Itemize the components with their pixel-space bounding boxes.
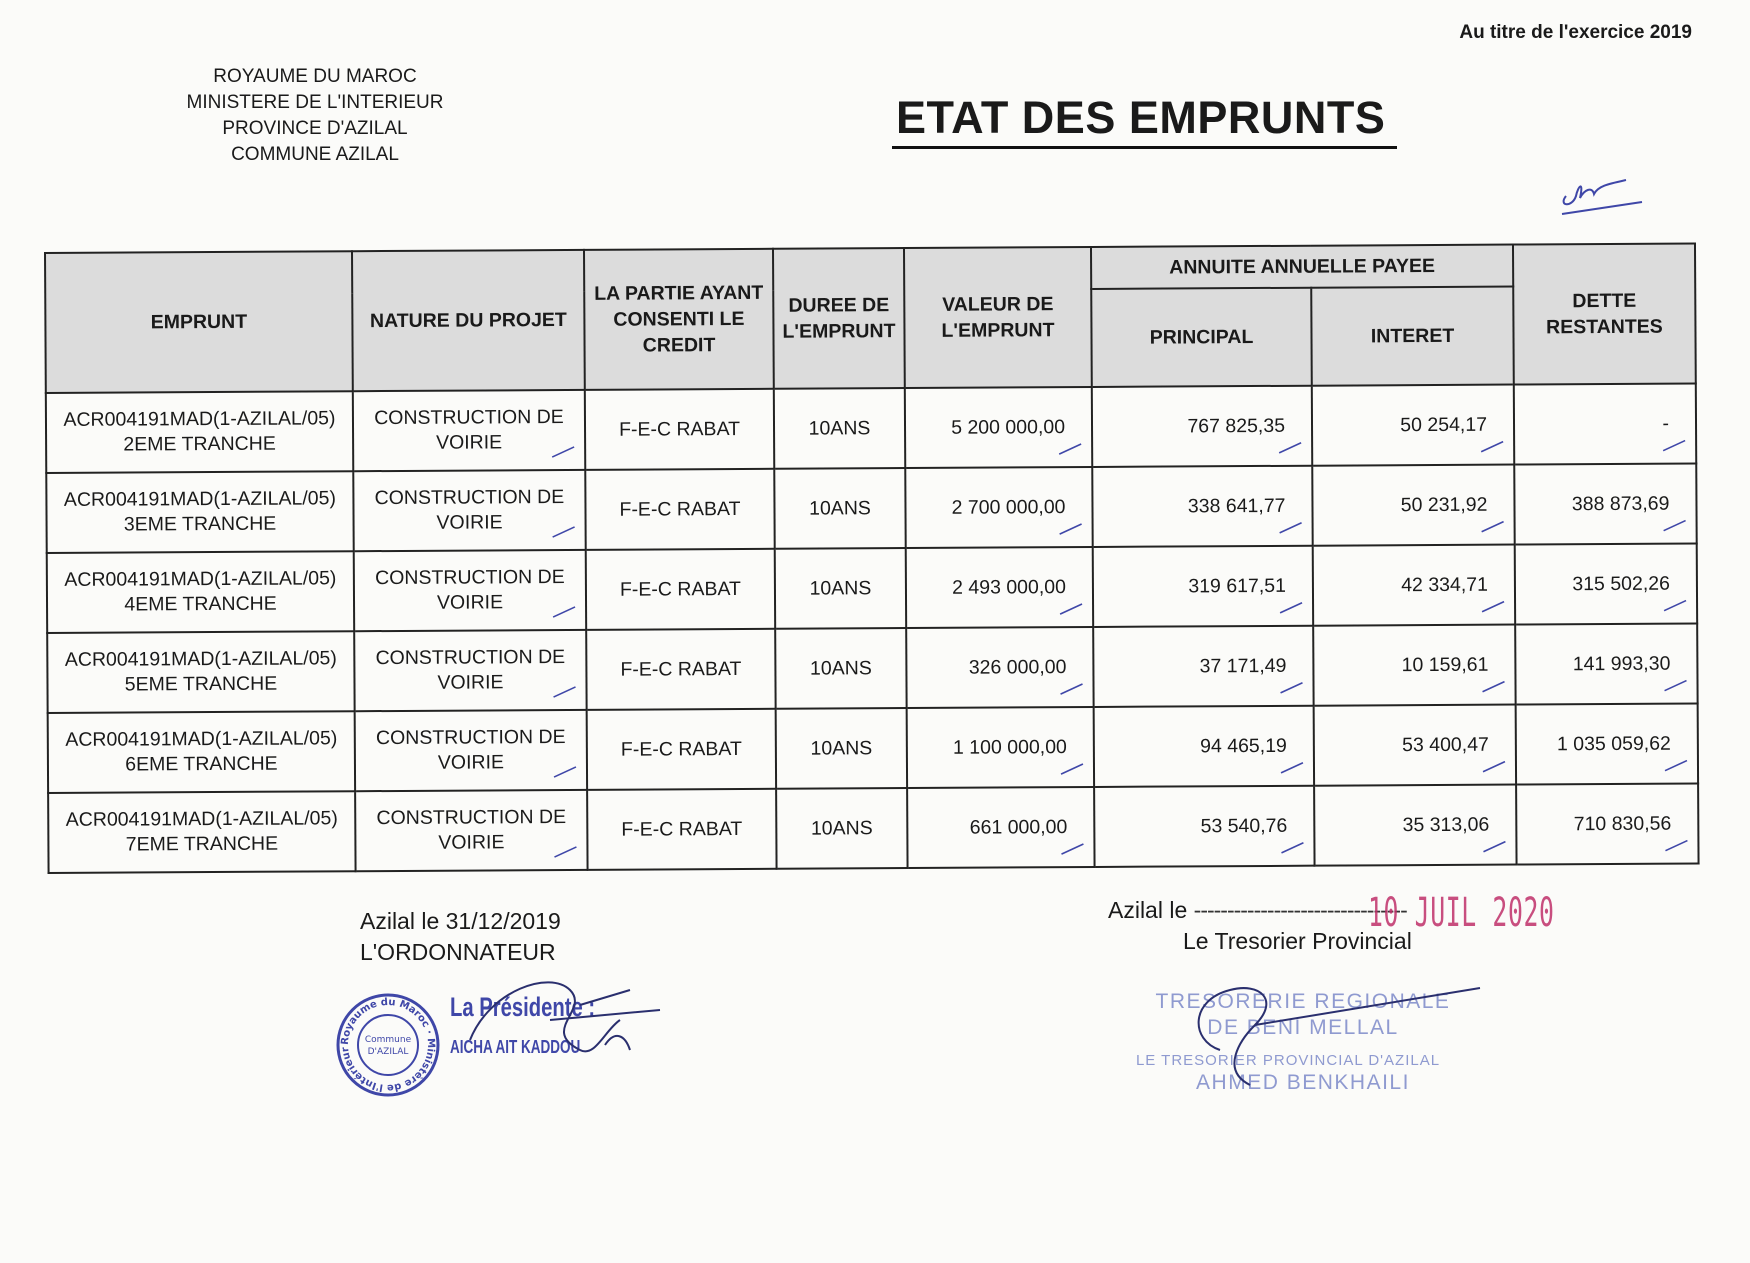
cell-nature: CONSTRUCTION DE VOIRIE — [355, 790, 587, 871]
org-line-kingdom: ROYAUME DU MAROC — [213, 66, 417, 87]
check-tick-icon — [1662, 599, 1688, 613]
check-tick-icon — [550, 445, 576, 459]
check-tick-icon — [1058, 682, 1084, 696]
header-annuite: ANNUITE ANNUELLE PAYEE — [1091, 245, 1513, 289]
tresorerie-stamp — [1133, 990, 1473, 1095]
exercise-year: Au titre de l'exercice 2019 — [1459, 22, 1692, 43]
ordonnateur-date: Azilal le 31/12/2019 — [360, 908, 561, 934]
svg-text:Commune: Commune — [364, 1035, 412, 1045]
cell-interet: 53 400,47 — [1314, 705, 1516, 786]
ordonnateur-block — [360, 906, 561, 968]
check-tick-icon — [1481, 840, 1507, 854]
check-tick-icon — [1662, 679, 1688, 693]
handwritten-initials — [1556, 168, 1646, 228]
president-name: AICHA AIT KADDOU — [450, 1037, 581, 1057]
check-tick-icon — [552, 765, 578, 779]
cell-duree: 10ANS — [776, 788, 907, 869]
cell-dette: 141 993,30 — [1515, 623, 1697, 704]
document-title: ETAT DES EMPRUNTS — [892, 92, 1397, 149]
cell-principal: 53 540,76 — [1094, 786, 1314, 867]
organization-header — [150, 64, 480, 168]
cell-partie: F-E-C RABAT — [587, 709, 776, 790]
cell-dette: 1 035 059,62 — [1516, 703, 1698, 784]
check-tick-icon — [1663, 759, 1689, 773]
check-tick-icon — [1480, 520, 1506, 534]
header-nature: NATURE DU PROJET — [352, 250, 585, 391]
header-partie: LA PARTIE AYANT CONSENTI LE CREDIT — [584, 249, 774, 390]
check-tick-icon — [1479, 440, 1505, 454]
cell-valeur: 326 000,00 — [906, 627, 1093, 708]
cell-duree: 10ANS — [774, 468, 905, 549]
check-tick-icon — [1279, 761, 1305, 775]
loan-rows — [46, 383, 1699, 872]
cell-emprunt: ACR004191MAD(1-AZILAL/05) 7EME TRANCHE — [48, 791, 355, 873]
check-tick-icon — [1481, 760, 1507, 774]
cell-principal: 338 641,77 — [1092, 466, 1312, 547]
tresorerie-line-4: AHMED BENKHAILI — [1196, 1071, 1410, 1094]
ordonnateur-role: L'ORDONNATEUR — [360, 939, 556, 965]
cell-partie: F-E-C RABAT — [586, 629, 775, 710]
cell-dette: 388 873,69 — [1514, 463, 1696, 544]
check-tick-icon — [1663, 839, 1689, 853]
cell-valeur: 2 700 000,00 — [905, 467, 1092, 548]
cell-dette: - — [1514, 383, 1696, 464]
tresorier-date-line — [1108, 897, 1407, 924]
cell-partie: F-E-C RABAT — [585, 469, 774, 550]
received-date-stamp: 10 JUIL 2020 — [1368, 890, 1555, 936]
tresorerie-line-2: DE BENI MELLAL — [1207, 1016, 1399, 1039]
check-tick-icon — [1058, 602, 1084, 616]
cell-emprunt: ACR004191MAD(1-AZILAL/05) 5EME TRANCHE — [47, 631, 354, 713]
cell-emprunt: ACR004191MAD(1-AZILAL/05) 2EME TRANCHE — [46, 391, 353, 473]
tresorier-place: Azilal le — [1108, 897, 1188, 923]
loan-table — [44, 242, 1700, 874]
cell-principal: 37 171,49 — [1093, 626, 1313, 707]
check-tick-icon — [551, 605, 577, 619]
check-tick-icon — [1662, 519, 1688, 533]
cell-partie: F-E-C RABAT — [585, 389, 774, 470]
cell-dette: 710 830,56 — [1516, 783, 1698, 864]
cell-duree: 10ANS — [776, 708, 907, 789]
cell-nature: CONSTRUCTION DE VOIRIE — [354, 630, 586, 711]
president-title: La Présidente : — [450, 992, 596, 1022]
cell-principal: 94 465,19 — [1094, 706, 1314, 787]
check-tick-icon — [1277, 441, 1303, 455]
check-tick-icon — [552, 685, 578, 699]
table-row — [48, 703, 1698, 793]
check-tick-icon — [1278, 601, 1304, 615]
table-row — [48, 783, 1698, 873]
cell-interet: 10 159,61 — [1313, 625, 1515, 706]
tresorier-role: Le Tresorier Provincial — [1183, 928, 1412, 954]
header-dette: DETTE RESTANTES — [1513, 243, 1696, 384]
cell-interet: 35 313,06 — [1314, 785, 1516, 866]
cell-principal: 319 617,51 — [1093, 546, 1313, 627]
cell-duree: 10ANS — [775, 548, 906, 629]
check-tick-icon — [552, 845, 578, 859]
check-tick-icon — [1278, 521, 1304, 535]
cell-emprunt: ACR004191MAD(1-AZILAL/05) 3EME TRANCHE — [46, 471, 353, 553]
svg-text:D'AZILAL: D'AZILAL — [367, 1047, 409, 1057]
check-tick-icon — [1059, 762, 1085, 776]
check-tick-icon — [1058, 522, 1084, 536]
cell-principal: 767 825,35 — [1092, 386, 1312, 467]
header-interet: INTERET — [1311, 287, 1514, 386]
cell-interet: 50 231,92 — [1312, 465, 1514, 546]
cell-valeur: 1 100 000,00 — [907, 707, 1094, 788]
check-tick-icon — [551, 525, 577, 539]
check-tick-icon — [1480, 600, 1506, 614]
tresorerie-line-3: LE TRESORIER PROVINCIAL D'AZILAL — [1135, 1052, 1441, 1069]
cell-nature: CONSTRUCTION DE VOIRIE — [355, 710, 587, 791]
cell-nature: CONSTRUCTION DE VOIRIE — [353, 390, 585, 471]
cell-interet: 50 254,17 — [1312, 385, 1514, 466]
tresorerie-line-1: TRESORERIE REGIONALE — [1155, 990, 1451, 1013]
commune-seal — [333, 990, 443, 1100]
header-duree: DUREE DE L'EMPRUNT — [773, 248, 905, 389]
cell-partie: F-E-C RABAT — [587, 789, 776, 870]
org-line-commune: COMMUNE AZILAL — [231, 144, 399, 165]
cell-nature: CONSTRUCTION DE VOIRIE — [354, 550, 586, 631]
cell-nature: CONSTRUCTION DE VOIRIE — [353, 470, 585, 551]
header-valeur: VALEUR DE L'EMPRUNT — [904, 247, 1092, 388]
date-placeholder-dots: -------------------------------- — [1193, 897, 1407, 923]
check-tick-icon — [1279, 841, 1305, 855]
cell-duree: 10ANS — [774, 388, 905, 469]
svg-text:Royaume du Maroc · Ministère d: Royaume du Maroc · Ministère de l'Intérieur — [339, 996, 437, 1094]
check-tick-icon — [1059, 842, 1085, 856]
table-row — [47, 623, 1697, 713]
check-tick-icon — [1661, 439, 1687, 453]
check-tick-icon — [1278, 681, 1304, 695]
president-stamp — [450, 992, 644, 1058]
cell-duree: 10ANS — [775, 628, 906, 709]
cell-partie: F-E-C RABAT — [586, 549, 775, 630]
cell-interet: 42 334,71 — [1313, 545, 1515, 626]
cell-valeur: 661 000,00 — [907, 787, 1094, 868]
header-emprunt: EMPRUNT — [45, 251, 353, 393]
table-row — [46, 383, 1696, 473]
cell-dette: 315 502,26 — [1515, 543, 1697, 624]
check-tick-icon — [1480, 680, 1506, 694]
cell-emprunt: ACR004191MAD(1-AZILAL/05) 4EME TRANCHE — [47, 551, 354, 633]
table-row — [47, 543, 1697, 633]
table-row — [46, 463, 1696, 553]
org-line-ministry: MINISTERE DE L'INTERIEUR — [186, 92, 444, 113]
cell-emprunt: ACR004191MAD(1-AZILAL/05) 6EME TRANCHE — [48, 711, 355, 793]
org-line-province: PROVINCE D'AZILAL — [222, 118, 408, 139]
cell-valeur: 2 493 000,00 — [906, 547, 1093, 628]
header-principal: PRINCIPAL — [1091, 288, 1312, 387]
check-tick-icon — [1057, 442, 1083, 456]
cell-valeur: 5 200 000,00 — [905, 387, 1092, 468]
